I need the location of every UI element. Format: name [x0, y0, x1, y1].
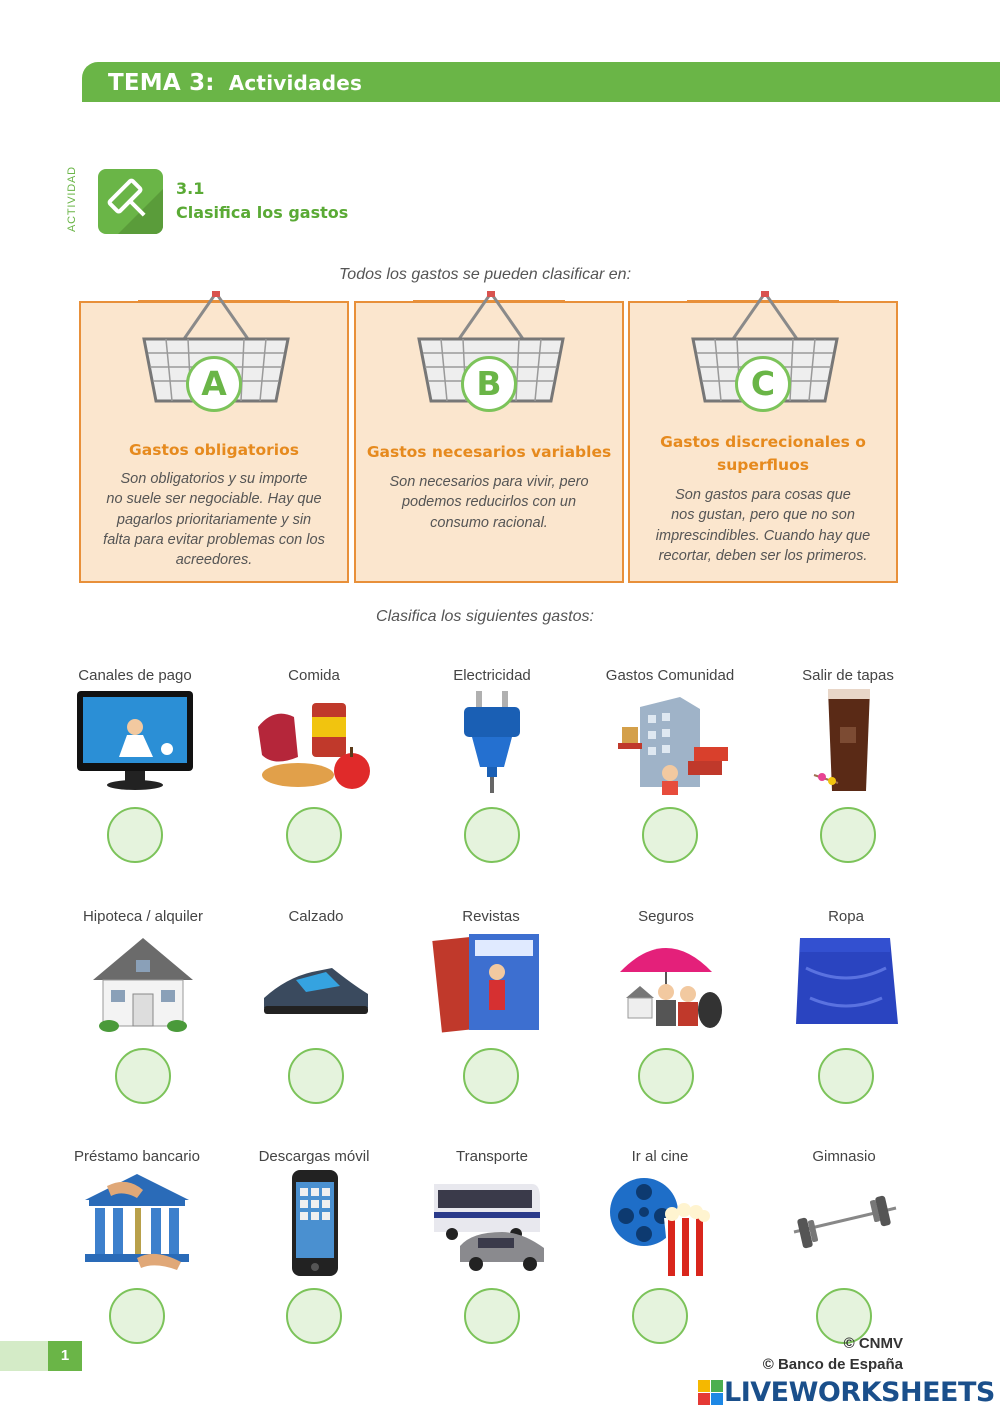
answer-circle[interactable] [638, 1048, 694, 1104]
drink-glass-icon [788, 687, 908, 797]
barbell-icon [784, 1168, 904, 1278]
insurance-umbrella-icon [606, 928, 726, 1038]
answer-circle[interactable] [642, 807, 698, 863]
magazines-icon [431, 928, 551, 1038]
item-label: Comida [288, 667, 340, 684]
answer-circle[interactable] [109, 1288, 165, 1344]
item-label: Electricidad [453, 667, 531, 684]
answer-circle[interactable] [288, 1048, 344, 1104]
answer-circle[interactable] [464, 1288, 520, 1344]
plug-icon [432, 687, 552, 797]
answer-circle[interactable] [286, 1288, 342, 1344]
answer-circle[interactable] [463, 1048, 519, 1104]
page-title [108, 70, 362, 96]
answer-circle[interactable] [115, 1048, 171, 1104]
item-label: Seguros [638, 908, 694, 925]
activity-title: Clasifica los gastos [176, 203, 349, 222]
food-icon [254, 687, 374, 797]
category-description: Son necesarios para vivir, pero podemos reducirlos con un consumo racional. [389, 474, 589, 531]
classify-instruction: Clasifica los siguientes gastos: [376, 608, 594, 625]
item-label: Ropa [828, 908, 864, 925]
building-maintenance-icon [610, 687, 730, 797]
activity-vertical-label: ACTIVIDAD [66, 166, 78, 232]
film-popcorn-icon [600, 1168, 720, 1278]
item-label: Préstamo bancario [74, 1148, 200, 1165]
item-label: Hipoteca / alquiler [82, 908, 204, 925]
activity-number: 3.1 [176, 179, 205, 198]
category-c-box [628, 301, 898, 583]
bus-car-icon [432, 1168, 552, 1278]
category-description: Son gastos para cosas que nos gustan, pero que no son imprescindibles. Cuando hay que recortar, deben ser los primeros. [655, 487, 871, 564]
header-title: TEMA 3: [108, 70, 215, 96]
item-label: Descargas móvil [258, 1148, 370, 1165]
category-description: Son obligatorios y su importe no suele ser negociable. Hay que pagarlos prioritariamente y sin falta para evitar problemas con los acreedores. [103, 471, 325, 569]
hammer-icon [98, 169, 163, 234]
logo-blocks-icon [698, 1380, 724, 1406]
category-title: Gastos obligatorios [129, 441, 299, 459]
item-label: Calzado [288, 908, 344, 925]
copyright-banco: © Banco de España [762, 1356, 903, 1373]
house-icon [83, 928, 203, 1038]
logo-text: LIVEWORKSHEETS [724, 1377, 995, 1408]
category-letter: A [186, 356, 242, 412]
item-label: Canales de pago [78, 667, 192, 684]
answer-circle[interactable] [632, 1288, 688, 1344]
answer-circle[interactable] [818, 1048, 874, 1104]
intro-text: Todos los gastos se pueden clasificar en: [338, 266, 632, 283]
item-label: Revistas [462, 908, 520, 925]
item-label: Salir de tapas [802, 667, 894, 684]
category-letter: C [735, 356, 791, 412]
answer-circle[interactable] [464, 807, 520, 863]
answer-circle[interactable] [820, 807, 876, 863]
jeans-icon [786, 928, 906, 1038]
copyright-cnmv: © CNMV [843, 1335, 903, 1352]
item-label: Transporte [456, 1148, 528, 1165]
mobile-phone-icon [254, 1168, 374, 1278]
tv-football-icon [75, 687, 195, 797]
item-label: Gimnasio [812, 1148, 876, 1165]
answer-circle[interactable] [286, 807, 342, 863]
category-b-box [354, 301, 624, 583]
category-title: Gastos necesarios variables [366, 443, 612, 461]
liveworksheets-logo[interactable] [698, 1377, 996, 1409]
sneaker-icon [256, 928, 376, 1038]
bank-loan-icon [77, 1168, 197, 1278]
category-a-box [79, 301, 349, 583]
category-title: Gastos discrecionales o superfluos [660, 433, 866, 474]
category-letter: B [461, 356, 517, 412]
item-label: Ir al cine [631, 1148, 689, 1165]
page-number: 1 [48, 1341, 82, 1371]
item-label: Gastos Comunidad [605, 667, 735, 684]
answer-circle[interactable] [107, 807, 163, 863]
header-subtitle: Actividades [228, 71, 363, 95]
